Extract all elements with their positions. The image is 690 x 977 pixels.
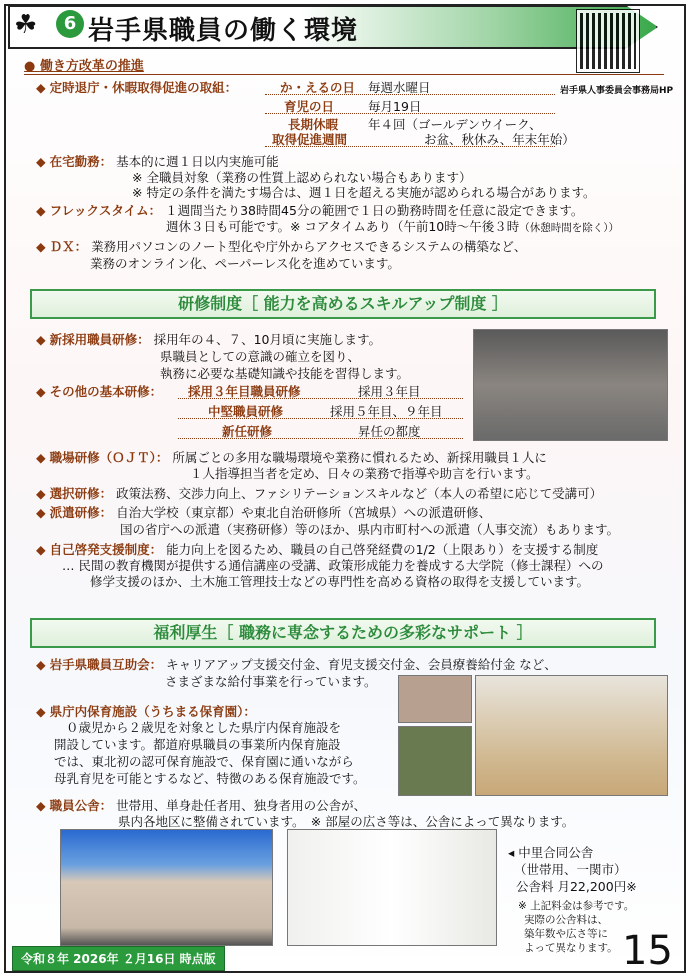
housing-fee: 公舎料 月22,200円※ — [516, 879, 637, 894]
row-key: 長期休暇 — [288, 117, 339, 132]
fee-note: よって異なります。 — [524, 942, 618, 954]
text-line: ※ 特定の条件を満たす場合は、週１日を超える実施が認められる場合があります。 — [132, 185, 596, 200]
section-heading: ● 働き方改革の推進 — [24, 59, 144, 74]
text-line: ※ 全職員対象（業務の性質上認められない場合もあります） — [132, 170, 472, 185]
text-line: 業務のオンライン化、ペーパーレス化を進めています。 — [90, 256, 400, 271]
row-value: 毎月19日 — [368, 99, 422, 114]
row-value: 昇任の都度 — [358, 424, 421, 439]
prefecture-logo-icon: ☘ — [14, 10, 38, 40]
text-line: 県内各地区に整備されています。 ※ 部屋の広さ等は、公舎によって異なります。 — [118, 814, 575, 829]
housing-caption: ◂ 中里合同公舎 — [508, 845, 594, 860]
dx-item: ◆ ＤＸ： 業務用パソコンのノート型化や庁外からアクセスできるシステムの構築など、 — [36, 239, 527, 254]
new-hire-training: ◆ 新採用職員研修： 採用年の４、７、10月頃に実施します。 — [36, 332, 382, 347]
housing-caption-line: （世帯用、一関市） — [514, 862, 627, 877]
version-date-badge: 令和８年 2026年 ２月16日 時点版 — [12, 946, 225, 971]
text-line: 週休３日も可能です。※ コアタイムあり（午前10時～午後３時（休憩時間を除く）） — [166, 219, 619, 234]
text-line: では、東北初の認可保育施設で、保育園に通いながら — [54, 754, 354, 769]
text-line: 国の省庁への派遣（実務研修）等のほか、県内市町村への派遣（人事交流）もあります。 — [120, 522, 620, 537]
text-line: さまざまな給付事業を行っています。 — [165, 674, 377, 689]
row-key: 取得促進週間 — [272, 132, 348, 147]
row-key: 採用３年目職員研修 — [188, 384, 301, 399]
row-value: お盆、秋休み、年末年始） — [424, 132, 575, 147]
text-line: ０歳児から２歳児を対象とした県庁内保育施設を — [66, 720, 342, 735]
training-photo — [473, 329, 668, 441]
heading-text: 働き方改革の推進 — [39, 59, 144, 74]
page-number: 15 — [622, 928, 673, 974]
training-heading: 研修制度［ 能力を高めるスキルアップ制度 ］ — [30, 289, 656, 319]
row-key: 新任研修 — [222, 424, 273, 439]
text-line: 県職員としての意識の確立を図り、 — [160, 349, 361, 364]
qr-code[interactable] — [577, 10, 639, 72]
text-line: 修学支援のほか、土木施工管理技士などの専門性を高める資格の取得を支援しています。 — [90, 574, 590, 589]
nursery-item: ◆ 県庁内保育施設（うちまる保育園）： — [36, 704, 256, 719]
page-title: 岩手県職員の働く環境 — [88, 16, 359, 46]
nursery-photo-1 — [398, 675, 472, 723]
section-number: 6 — [56, 10, 84, 38]
fee-note: 築年数や広さ等に — [524, 928, 608, 940]
row-key: 育児の日 — [284, 99, 335, 114]
text-line: 執務に必要な基礎知識や技能を習得します。 — [160, 366, 410, 381]
divider — [24, 74, 664, 75]
fee-note: 実際の公舎料は、 — [524, 914, 608, 926]
row-value: 採用３年目 — [358, 384, 421, 399]
flex-item: ◆ フレックスタイム： １週間当たり38時間45分の範囲で１日の勤務時間を任意に設定できます。 — [36, 203, 584, 218]
text-line: 開設しています。都道府県職員の事業所内保育施設 — [54, 737, 341, 752]
housing-item: ◆ 職員公舎： 世帯用、単身赴任者用、独身者用の公舎が、 — [36, 798, 367, 813]
housing-interior-photo — [287, 829, 497, 946]
row-value: 年４回（ゴールデンウイーク、 — [368, 117, 542, 132]
ojt-item: ◆ 職場研修（ＯＪＴ）： 所属ごとの多用な職場環境や業務に慣れるため、新採用職員１人に — [36, 450, 547, 465]
nursery-photo-2 — [398, 726, 472, 796]
row-key: か・えるの日 — [280, 80, 356, 95]
text-line: １人指導担当者を定め、日々の業務で指導や助言を行います。 — [190, 466, 539, 481]
housing-exterior-photo — [60, 829, 273, 946]
dispatch-training: ◆ 派遣研修： 自治大学校（東京都）や東北自治研修所（宮城県）への派遣研修、 — [36, 505, 492, 520]
telework-item: ◆ 在宅勤務： 基本的に週１日以内実施可能 — [36, 154, 279, 169]
text-line: 母乳育児を可能とするなど、特徴のある保育施設です。 — [54, 771, 366, 786]
self-development-support: ◆ 自己啓発支援制度： 能力向上を図るため、職員の自己啓発経費の1/2（上限あり）を支援する制度 — [36, 542, 599, 557]
mutual-aid-item: ◆ 岩手県職員互助会： キャリアアップ支援交付金、育児支援交付金、会員療養給付金 など、 — [36, 657, 557, 672]
row-key: 中堅職員研修 — [208, 404, 284, 419]
qr-caption: 岩手県人事委員会事務局HP — [560, 86, 674, 96]
nursery-photo-3 — [475, 675, 668, 796]
welfare-heading: 福利厚生［ 職務に専念するための多彩なサポート ］ — [30, 618, 656, 648]
text-line: … 民間の教育機関が提供する通信講座の受講、政策形成能力を養成する大学院（修士課程）への — [62, 558, 604, 573]
row-value: 採用５年目、９年目 — [330, 404, 443, 419]
teiji-label: ◆ 定時退庁・休暇取得促進の取組： — [36, 80, 238, 95]
basic-training: ◆ その他の基本研修： — [36, 384, 163, 399]
row-value: 毎週水曜日 — [368, 80, 431, 95]
fee-note: ※ 上記料金は参考です。 — [518, 900, 635, 912]
selective-training: ◆ 選択研修： 政策法務、交渉力向上、ファシリテーションスキルなど（本人の希望に応じて受講可） — [36, 486, 603, 501]
